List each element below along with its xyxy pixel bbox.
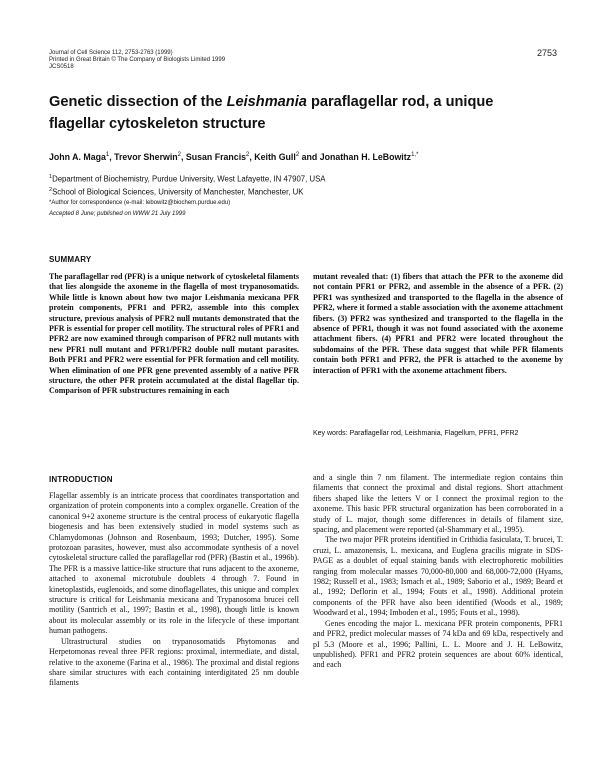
title-part1: Genetic dissection of the — [49, 94, 227, 110]
title-italic: Leishmania — [226, 94, 307, 110]
author-name: Trevor Sherwin — [114, 152, 178, 162]
affiliations — [49, 172, 569, 209]
summary-text-right: mutant revealed that: (1) fibers that attach the PFR to the axoneme did not contain PFR1 or PFR2, and assemble in the absence of a PFR. (2) PFR1 was synthesized and transported to the flagella in the absence of PFR2, where it formed a stable association with the axoneme attachment fibers. (3) PFR2 was synthesized and transported to the flagella in the absence of PFR1, though it was not found associated with the axoneme attachment fibers. (4) PFR1 and PFR2 were located throughout the subdomains of the PFR. These data suggest that while PFR filaments contain both PFR1 and PFR2, the PFR is attached to the axoneme by interaction of PFR1 with the axoneme attachment fibers. — [313, 272, 563, 375]
author-separator: , — [249, 152, 255, 162]
intro-left-column — [49, 491, 299, 689]
affiliation-2: $^2$School of Biological Sciences, University of Manchester, Manchester, UK — [49, 187, 304, 197]
author-affiliation-mark: 2 — [177, 152, 181, 159]
page-number: 2753 — [536, 48, 557, 58]
journal-code: JCS0518 — [49, 64, 74, 71]
intro-paragraph: The two major PFR proteins identified in Crithidia fasiculata, T. brucei, T. cruzi, L. amazonensis, L. mexicana, and Euglena gracilis migrate in SDS-PAGE as a doublet of equal staining bands with electrophoretic mobilities ranging from molecular masses 70,000-80,000 and 68,000-72,000 (Hyams, 1982; Russell et al., 1983; Ismach et al., 1989; Saborio et al., 1989; Beard et al., 1992; Deflorin et al., 1994; Fouts et al., 1998). Additional protein components of the PFR have also been identified (Woods et al., 1989; Woodward et al., 1994; Imboden et al., 1995; Fouts et al., 1998). — [313, 535, 563, 618]
intro-right-column — [313, 473, 563, 671]
paper-title — [49, 91, 519, 135]
journal-header — [49, 50, 225, 72]
author-name: Susan Francis — [185, 152, 247, 162]
summary-left-column — [49, 272, 299, 397]
summary-heading: SUMMARY — [49, 255, 92, 264]
author-separator: , — [181, 152, 186, 162]
introduction-heading: INTRODUCTION — [49, 475, 113, 484]
title-part2: paraflagellar rod, a unique flagellar cytoskeleton structure — [49, 94, 494, 132]
keywords: Key words: Paraflagellar rod, Leishmania, Flagellum, PFR1, PFR2 — [313, 430, 519, 437]
author-separator: and — [299, 152, 320, 162]
affiliation-1: $^1$Department of Biochemistry, Purdue University, West Lafayette, IN 47907, USA — [49, 174, 326, 184]
journal-copyright: Printed in Great Britain © The Company of Biologists Limited 1999 — [49, 57, 226, 64]
intro-paragraph: Genes encoding the major L. mexicana PFR protein components, PFR1 and PFR2, predict molecular masses of 74 kDa and 69 kDa, respectively and pI 5.3 (Moore et al., 1996; Pallini, L. L. Moore and J. H. LeBowitz, unpublished). PFR1 and PFR2 protein sequences are about 60% identical, and each — [313, 618, 563, 670]
intro-paragraph: Flagellar assembly is an intricate process that coordinates transportation and organization of protein components into a complex organelle. Creation of the canonical 9+2 axoneme structure is the central process of eukaryotic flagella biogenesis and has been extensively studied in model systems such as Chlamydomonas (Johnson and Rosenbaum, 1993; Dutcher, 1995). Some protozoan parasites, however, must also accommodate synthesis of a novel cytoskeletal structure called the paraflagellar rod (PFR) (Bastin et al., 1996b). The PFR is a massive lattice-like structure that runs adjacent to the axoneme, attached to axonemal microtubule doublets 4 through 7. Found in kinetoplastids, euglenoids, and some dinoflagellates, this unique and complex structure is critical for Leishmania mexicana and Trypanosoma brucei cell motility (Santrich et al., 1997; Bastin et al., 1998), though little is known about its molecular assembly or its role in the lifecycle of these important human pathogens. — [49, 491, 299, 636]
author-name: John A. Maga — [49, 152, 106, 162]
author-list — [49, 152, 569, 162]
summary-text-left: The paraflagellar rod (PFR) is a unique network of cytoskeletal filaments that lies alongside the axoneme in the flagella of most trypanosomatids. While little is known about how two major Leishmania mexicana PFR protein components, PFR1 and PFR2, assemble into this complex structure, previous analysis of PFR2 null mutants demonstrated that the PFR is essential for proper cell motility. The structural roles of PFR1 and PFR2 are now examined through comparison of PFR2 null mutants with new PFR1 null mutant and PFR1/PFR2 double null mutant parasites. Both PFR1 and PFR2 were essential for PFR formation and cell motility. When elimination of one PFR gene prevented assembly of a native PFR structure, the other PFR protein accumulated at the distal flagellar tip. Comparison of PFR substructures remaining in each — [49, 272, 299, 396]
author-name: Jonathan H. LeBowitz — [319, 152, 412, 162]
author-separator: , — [109, 152, 115, 162]
author-affiliation-mark: 1 — [105, 152, 110, 159]
author-affiliation-mark: 2 — [295, 152, 300, 159]
author-affiliation-mark: 1,* — [411, 152, 419, 159]
author-affiliation-mark: 2 — [246, 152, 250, 159]
intro-paragraph: Ultrastructural studies on trypanosomatids Phytomonas and Herpetomonas reveal three PFR regions: proximal, intermediate, and distal, relative to the axoneme (Farina et al., 1986). The proximal and distal regions share similar structures with each containing interdigitated 25 nm double filaments — [49, 636, 299, 688]
intro-paragraph: and a single thin 7 nm filament. The intermediate region contains thin filaments that connect the proximal and distal regions. Short attachment fibers shaped like the letters V or I connect the proximal region to the axoneme. This basic PFR structural organization has been corroborated in a study of L. major, though some differences in details of filament size, spacing, and placement were reported (al-Shammary et al., 1995). — [313, 473, 563, 535]
summary-right-column — [313, 272, 563, 376]
author-name: Keith Gull — [254, 152, 296, 162]
correspondence-note: *Author for correspondence (e-mail: lebowitz@biochem.purdue.edu) — [49, 200, 231, 207]
journal-citation: Journal of Cell Science 112, 2753-2763 (1999) — [49, 50, 173, 56]
accepted-date: Accepted 8 June; published on WWW 21 July 1999 — [49, 211, 186, 217]
